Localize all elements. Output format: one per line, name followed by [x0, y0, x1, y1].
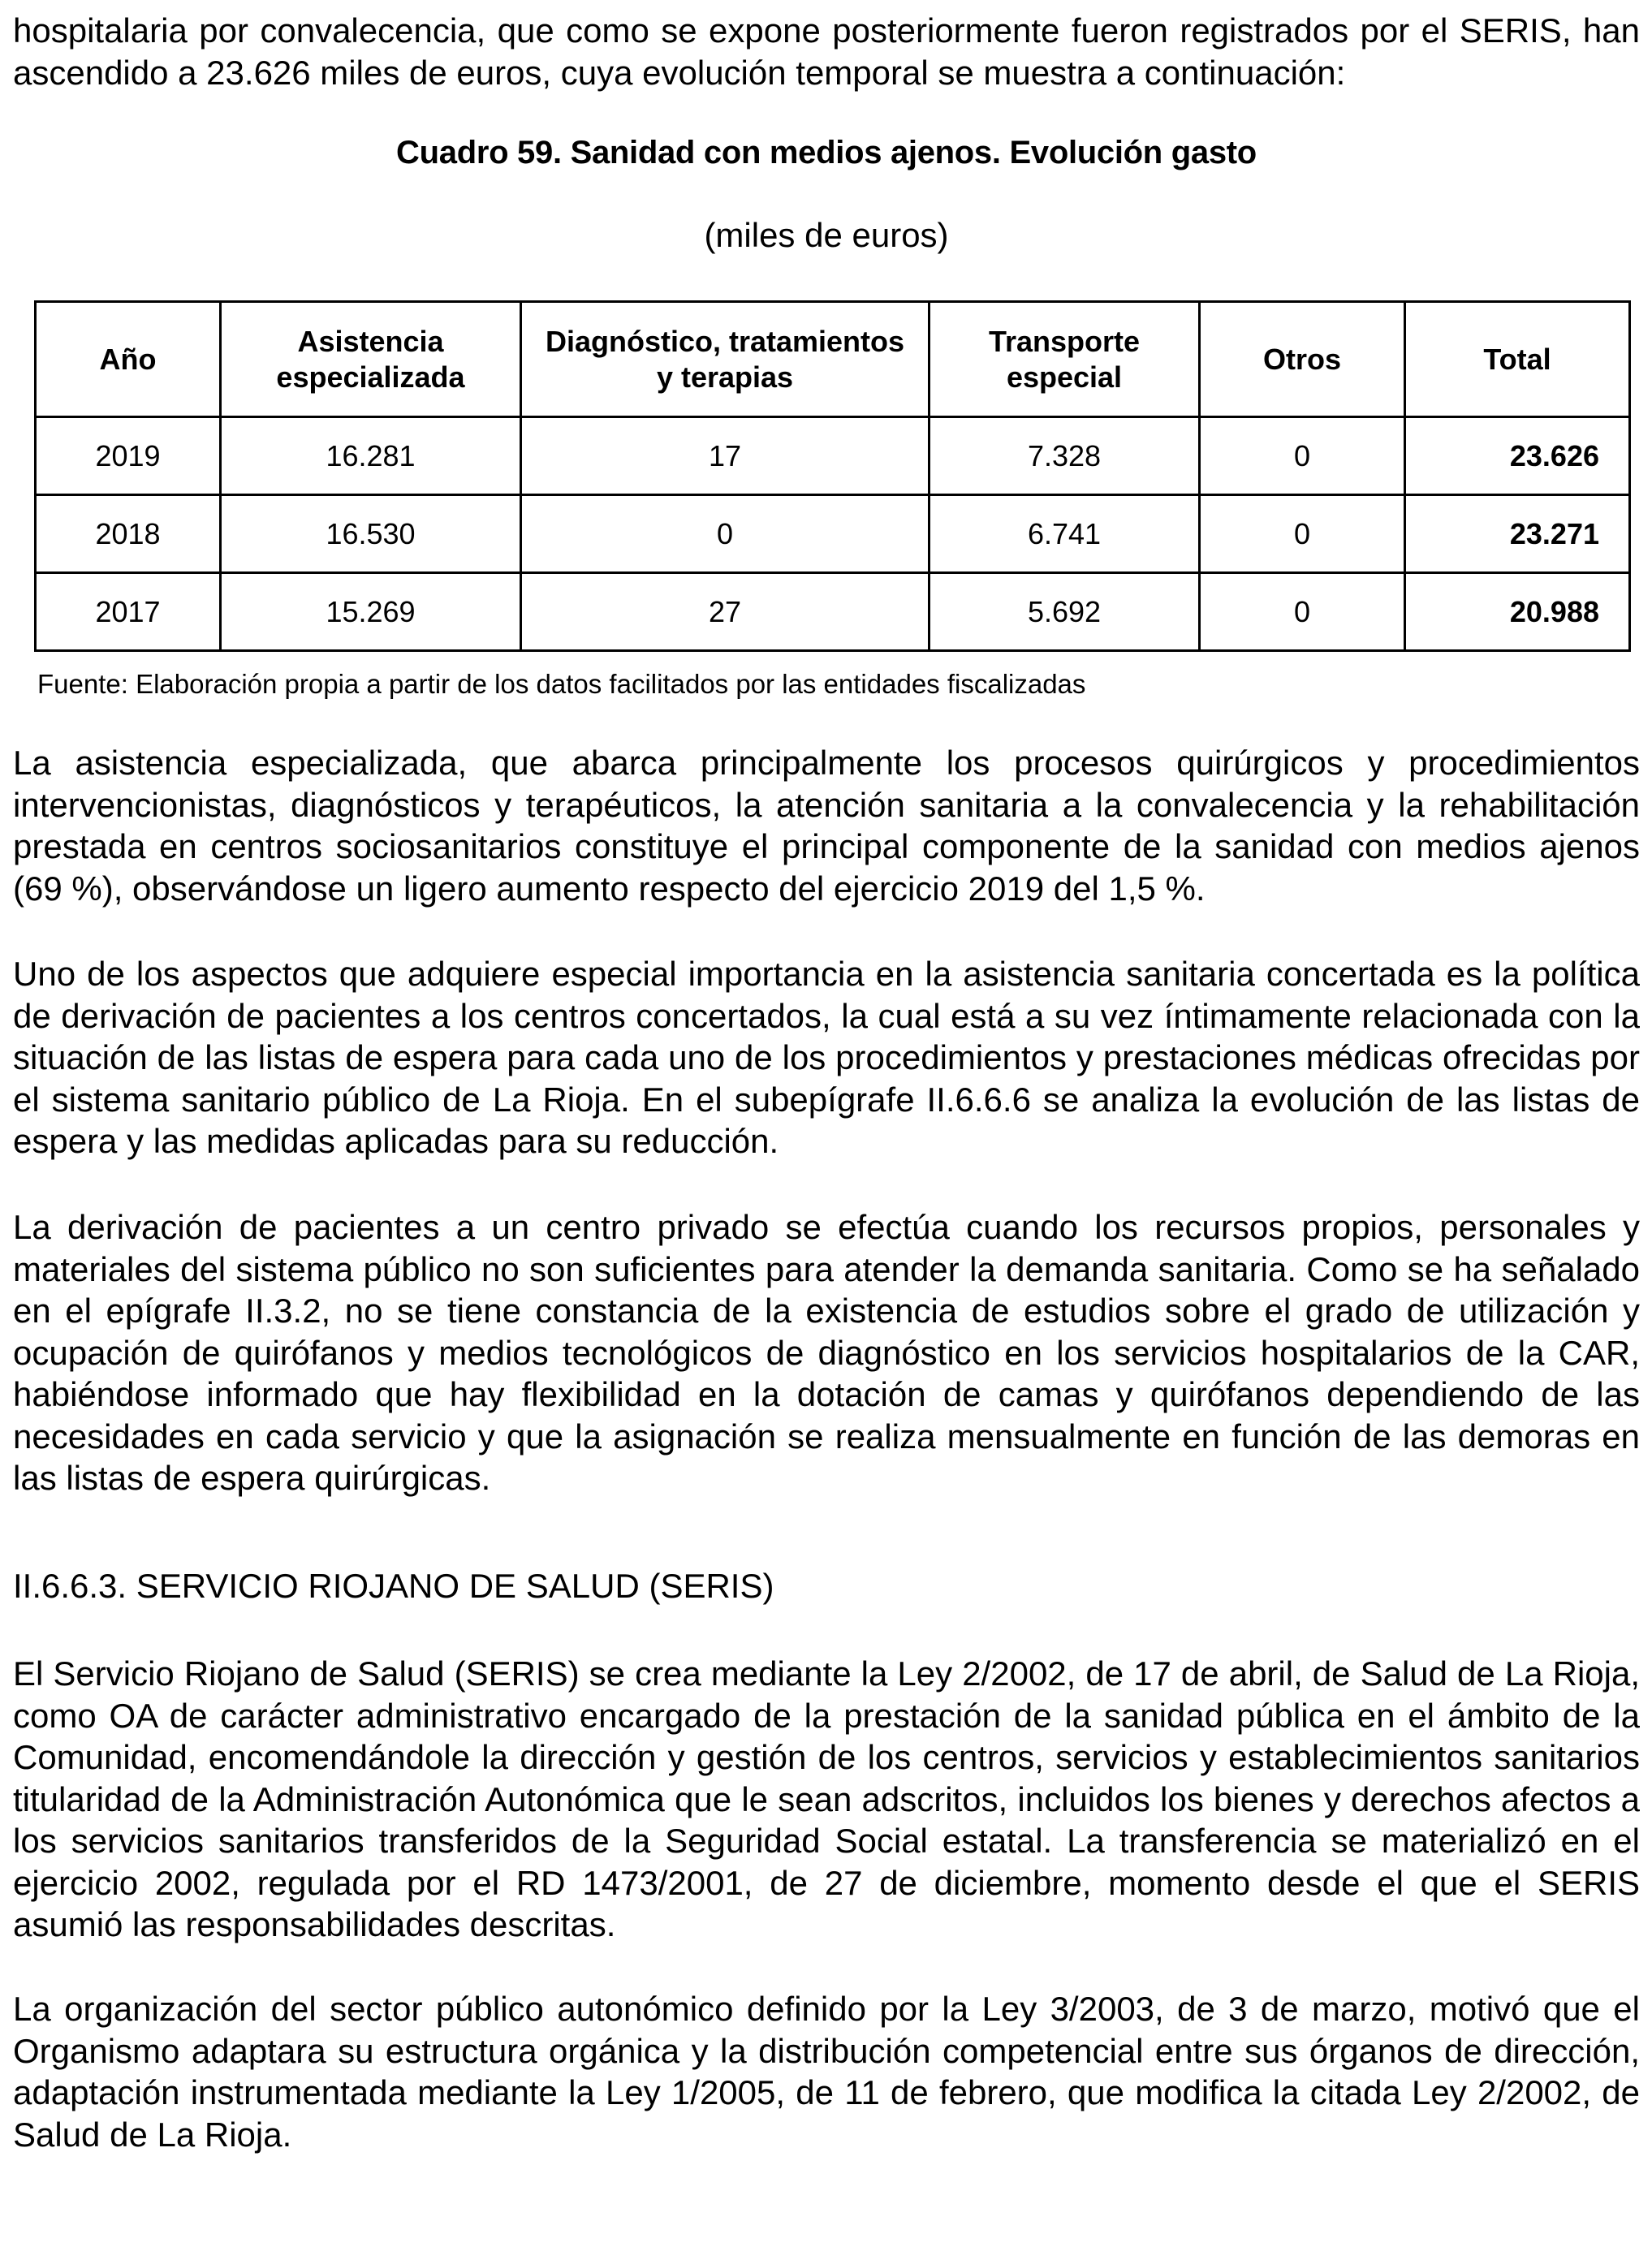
header-others: Otros — [1200, 302, 1405, 417]
section-paragraph: La organización del sector público autonómico definido por la Ley 3/2003, de 3 de marzo, motivó que el Organismo adaptara su estructura orgánica y la distribución competencial entre sus órganos de dirección, adaptación instrumentada mediante la Ley 1/2005, de 11 de febrero, que modifica la citada Ley 2/2002, de Salud de La Rioja. — [13, 1990, 1640, 2154]
header-diagnostic-line2: y terapias — [656, 360, 794, 394]
body-paragraph: La derivación de pacientes a un centro privado se efectúa cuando los recursos propios, personales y materiales del sistema público no son suficientes para atender la demanda sanitaria. Como se ha señalado en el epígrafe II.3.2, no se tiene constancia de la existencia de estudios sobre el grado de utilización y ocupación de quirófanos y medios tecnológicos de diagnóstico en los servicios hospitalarios de la CAR, habiéndose informado que hay flexibilidad en la dotación de camas y quirófanos dependiendo de las necesidades en cada servicio y que la asignación se realiza mensualmente en función de las demoras en las listas de espera quirúrgicas. — [13, 1208, 1640, 1497]
cell-specialized: 16.281 — [221, 417, 521, 495]
cell-year: 2019 — [36, 417, 221, 495]
cell-total: 23.626 — [1405, 417, 1630, 495]
table-row — [36, 495, 1630, 573]
expense-table — [34, 300, 1631, 652]
header-diagnostic-line1: Diagnóstico, tratamientos — [545, 324, 905, 358]
cell-total: 20.988 — [1405, 573, 1630, 651]
body-paragraph: La asistencia especializada, que abarca principalmente los procesos quirúrgicos y procedimientos intervencionistas, diagnósticos y terapéuticos, la atención sanitaria a la convalecencia y la rehabilitación prestada en centros sociosanitarios constituye el principal componente de la sanidad con medios ajenos (69 %), observándose un ligero aumento respecto del ejercicio 2019 del 1,5 %. — [13, 744, 1640, 908]
header-transport-line2: especial — [1006, 360, 1123, 394]
cell-specialized: 16.530 — [221, 495, 521, 573]
table-row — [36, 417, 1630, 495]
header-year: Año — [36, 302, 221, 417]
cell-transport: 7.328 — [930, 417, 1200, 495]
cell-others: 0 — [1200, 417, 1405, 495]
intro-paragraph: hospitalaria por convalecencia, que como se expone posteriormente fueron registrados por el SERIS, han ascendido a 23.626 miles de euros, cuya evolución temporal se muestra a continuación: — [13, 11, 1640, 92]
cell-others: 0 — [1200, 573, 1405, 651]
cell-specialized: 15.269 — [221, 573, 521, 651]
cell-total: 23.271 — [1405, 495, 1630, 573]
header-diagnostic — [521, 302, 930, 417]
section-paragraph: El Servicio Riojano de Salud (SERIS) se crea mediante la Ley 2/2002, de 17 de abril, de Salud de La Rioja, como OA de carácter administrativo encargado de la prestación de la sanidad pública en el ámbito de la Comunidad, encomendándole la dirección y gestión de los centros, servicios y establecimientos sanitarios titularidad de la Administración Autonómica que le sean adscritos, incluidos los bienes y derechos afectos a los servicios sanitarios transferidos de la Seguridad Social estatal. La transferencia se materializó en el ejercicio 2002, regulada por el RD 1473/2001, de 27 de diciembre, momento desde el que el SERIS asumió las responsabilidades descritas. — [13, 1654, 1640, 1943]
cell-diagnostic: 27 — [521, 573, 930, 651]
cell-year: 2017 — [36, 573, 221, 651]
section-heading: II.6.6.3. SERVICIO RIOJANO DE SALUD (SERIS) — [13, 1567, 774, 1605]
cell-others: 0 — [1200, 495, 1405, 573]
table-title: Cuadro 59. Sanidad con medios ajenos. Evolución gasto — [396, 135, 1257, 170]
table-header-row — [36, 302, 1630, 417]
header-specialized-line2: especializada — [276, 360, 465, 394]
cell-transport: 6.741 — [930, 495, 1200, 573]
header-transport — [930, 302, 1200, 417]
cell-transport: 5.692 — [930, 573, 1200, 651]
header-total: Total — [1405, 302, 1630, 417]
body-paragraph: Uno de los aspectos que adquiere especial importancia en la asistencia sanitaria concertada es la política de derivación de pacientes a los centros concertados, la cual está a su vez íntimamente relacionada con la situación de las listas de espera para cada uno de los procedimientos y prestaciones médicas ofrecidas por el sistema sanitario público de La Rioja. En el subepígrafe II.6.6.6 se analiza la evolución de las listas de espera y las medidas aplicadas para su reducción. — [13, 955, 1640, 1160]
table-row — [36, 573, 1630, 651]
cell-diagnostic: 17 — [521, 417, 930, 495]
cell-year: 2018 — [36, 495, 221, 573]
table-source: Fuente: Elaboración propia a partir de los datos facilitados por las entidades fiscalizadas — [37, 669, 1086, 699]
table-units: (miles de euros) — [704, 216, 949, 254]
header-specialized-line1: Asistencia — [297, 324, 444, 358]
header-transport-line1: Transporte — [988, 324, 1141, 358]
cell-diagnostic: 0 — [521, 495, 930, 573]
header-specialized — [221, 302, 521, 417]
